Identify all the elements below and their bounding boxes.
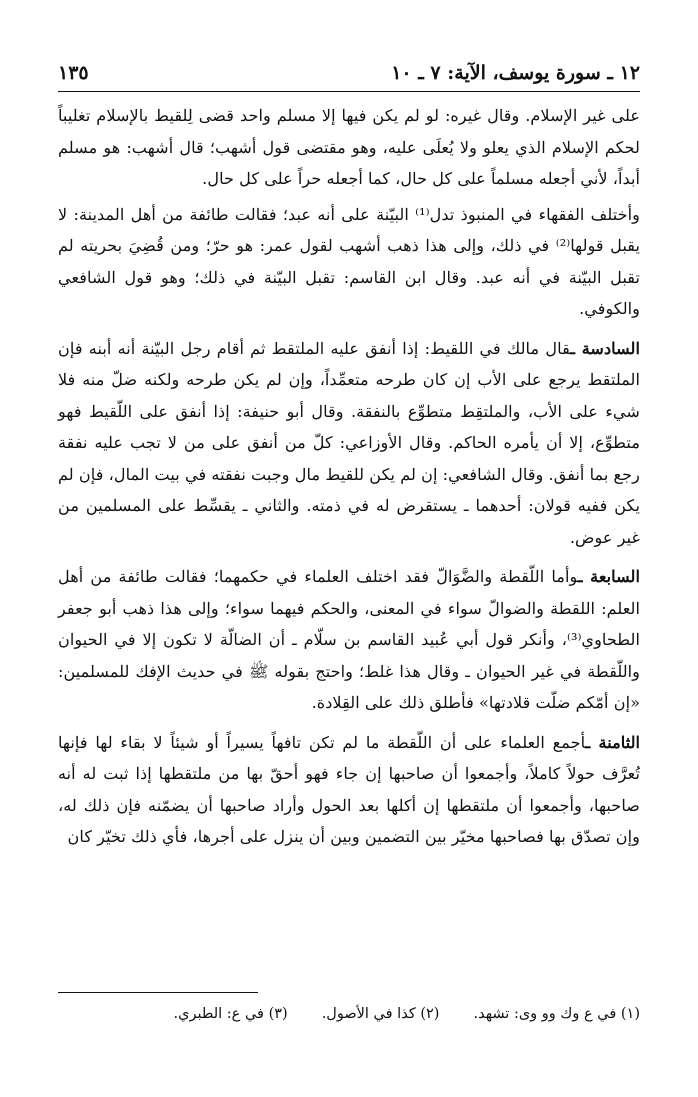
paragraph-2: وأختلف الفقهاء في المنبوذ تدل⁽¹⁾ البيّنة على أنه عبد؛ فقالت طائفة من أهل المدينة: لا يقبل قولها⁽²⁾ في ذلك، وإلى هذا ذهب أشهب لقول عمر: هو حرّ؛ ومن قُضِيَ بحريته لم تقبل البيّنة في أنه عبد. وقال ابن القاسم: تقبل البيّنة في ذلك؛ وهو قول الشافعي والكوفي. (58, 204, 640, 318)
paragraph-3 (58, 333, 640, 554)
footnote-3: (٣) في ع: الطبري. (173, 1006, 288, 1022)
section-heading-eighth: الثامنة ـ (585, 732, 641, 752)
section-heading-seventh: السابعة ـ (577, 567, 640, 586)
section-heading-sixth: السادسة ـ (570, 338, 640, 358)
footnote-rule (58, 992, 258, 993)
paragraph-5-text: أجمع العلماء على أن اللّقطة ما لم تكن تافهاً يسيراً أو شيئاً لا بقاء لها فإنها تُعرَّف حولاً كاملاً، وأجمعوا أن صاحبها إن جاء فهو أحقّ بها من ملتقطها إذا ثبت له أنه صاحبها، وأجمعوا أن ملتقطها إن أكلها بعد الحول وأراد صاحبها أن يضمّنه فإن ذلك له، وإن تصدّق بها فصاحبها مخيّر بين التضمين وبين أن ينزل على أجرها، فأي ذلك تخيّر كان (58, 732, 640, 846)
paragraph-4-text: وأما اللّقطة والضَّوَالّ فقد اختلف العلماء في حكمهما؛ فقالت طائفة من أهل العلم: اللقطة والضوالّ سواء في المعنى، والحكم فيهما سواء؛ وإلى هذا ذهب أبو جعفر الطحاوي⁽³⁾، وأنكر قول أبي عُبيد القاسم بن سلّام ـ أن الضالّة لا تكون إلا في الحيوان واللّقطة في غير الحيوان ـ وقال هذا غلط؛ واحتج بقوله ﷺ في حديث الإفك للمسلمين: «إن أمّكم ضلّت قلادتها» فأطلق ذلك على القِلادة. (58, 567, 640, 712)
paragraph-1: على غير الإسلام. وقال غيره: لو لم يكن فيها إلا مسلم واحد قضى لِلقيط بالإسلام تغليباً لحكم الإسلام الذي يعلو ولا يُعلَى عليه، وهو مقتضى قول أشهب؛ قال أشهب: هو مسلم أبداً، لأني أجعله مسلماً على كل حال، كما أجعله حراً على كل حال. (58, 106, 640, 188)
footnote-2: (٢) كذا في الأصول. (321, 1006, 440, 1022)
page-number: ١٣٥ (58, 62, 89, 84)
paragraph-5 (58, 727, 640, 853)
running-title: ١٢ ـ سورة يوسف، الآية: ٧ ـ ١٠ (391, 62, 640, 84)
paragraph-3-text: قال مالك في اللقيط: إذا أنفق عليه الملتقط ثم أقام رجل البيّنة أنه أبنه فإن الملتقط يرجع على الأب إن كان طرحه متعمِّداً، وإن لم يكن طرحه ولكنه ضلّ منه فلا شيء على الأب، والملتقِط متطوِّع بالنفقة. وقال أبو حنيفة: إذا أنفق على اللّقيط فهو متطوِّع، إلا أن يأمره الحاكم. وقال الأوزاعي: كلّ من أنفق على من لا تجب عليه نفقة رجع بما أنفق. وقال الشافعي: إن لم يكن للقيط مال وجبت نفقته في بيت المال، فإن لم يكن ففيه قولان: أحدهما ـ يستقرض له في ذمته. والثاني ـ يقسِّط على المسلمين من غير عوض. (58, 338, 640, 547)
paragraph-4 (58, 561, 640, 719)
footnote-1: (١) في ع وك وو وى: تشهد. (473, 1006, 640, 1022)
main-text (58, 100, 640, 861)
header-rule (58, 91, 640, 92)
footnotes (58, 1003, 640, 1025)
running-header (58, 62, 640, 88)
